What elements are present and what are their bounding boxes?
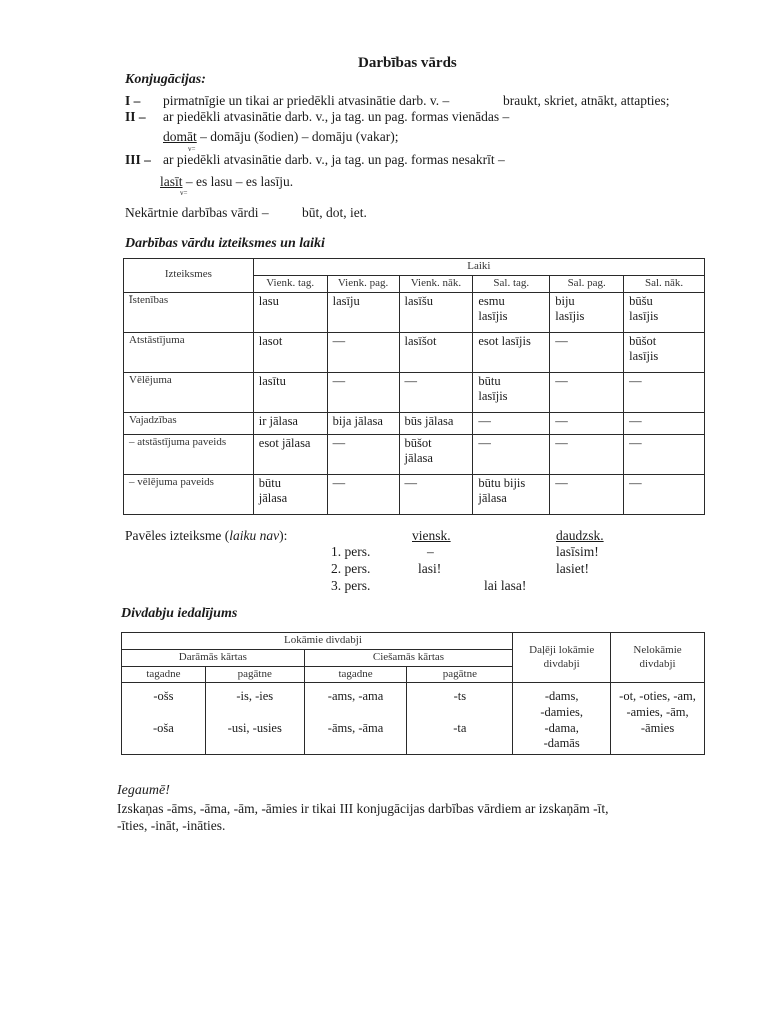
imperative-label-end: ): bbox=[279, 528, 288, 543]
table-cell: būšot jālasa bbox=[399, 434, 473, 474]
active-voice-header: Darāmās kārtas bbox=[122, 649, 305, 666]
conj-i-text: pirmatnīgie un tikai ar priedēkli atvasinātie darb. v. – bbox=[163, 93, 450, 108]
moods-table bbox=[123, 258, 705, 515]
table-cell: bija jālasa bbox=[327, 412, 399, 434]
table-cell: — bbox=[550, 332, 624, 372]
imperative-label bbox=[125, 528, 287, 544]
tense-header: Sal. pag. bbox=[550, 275, 624, 292]
table-cell: — bbox=[550, 434, 624, 474]
person-3: 3. pers. bbox=[331, 578, 371, 593]
table-cell: — bbox=[473, 412, 550, 434]
table-cell: — bbox=[399, 372, 473, 412]
tense-header: Vienk. tag. bbox=[253, 275, 327, 292]
conj-i-number: I – bbox=[125, 93, 141, 108]
note-heading: Iegaumē! bbox=[117, 783, 170, 798]
active-present-forms: -ošs -oša bbox=[122, 683, 206, 755]
table-cell: lasīšot bbox=[399, 332, 473, 372]
table-cell: esmu lasījis bbox=[473, 292, 550, 332]
past-header: pagātne bbox=[407, 666, 513, 683]
table-cell: lasot bbox=[253, 332, 327, 372]
page-title: Darbības vārds bbox=[358, 55, 457, 71]
table-cell: būtu lasījis bbox=[473, 372, 550, 412]
table-row bbox=[124, 412, 705, 434]
table-cell: būšu lasījis bbox=[624, 292, 705, 332]
table-cell: lasīju bbox=[327, 292, 399, 332]
table-cell: esot jālasa bbox=[253, 434, 327, 474]
conj-ii-number: II – bbox=[125, 109, 146, 124]
conj-ii-example bbox=[163, 129, 398, 145]
tense-header: Sal. nāk. bbox=[624, 275, 705, 292]
moods-col-header: Izteiksmes bbox=[124, 259, 254, 293]
participles-heading: Divdabju iedalījums bbox=[121, 606, 238, 621]
imperative-singular-header: viensk. bbox=[412, 528, 451, 543]
passive-past-forms: -ts -ta bbox=[407, 683, 513, 755]
tense-header: Vienk. pag. bbox=[327, 275, 399, 292]
irregular-verbs-list: būt, dot, iet. bbox=[302, 205, 367, 220]
person-3-form: lai lasa! bbox=[484, 578, 527, 593]
mood-label: Īstenības bbox=[124, 292, 254, 332]
imperative-label-italic: laiku nav bbox=[229, 528, 280, 543]
conj-iii-text: ar piedēkli atvasinātie darb. v., ja tag. un pag. formas nesakrīt – bbox=[163, 152, 505, 167]
conj-iii-example bbox=[160, 174, 293, 190]
conj-iii-number: III – bbox=[125, 152, 151, 167]
mood-label: – vēlējuma paveids bbox=[124, 474, 254, 514]
note-line-2: -īties, -ināt, -ināties. bbox=[117, 818, 226, 833]
passive-voice-header: Ciešamās kārtas bbox=[304, 649, 513, 666]
person-2-singular: lasi! bbox=[418, 561, 442, 576]
tenses-col-header: Laiki bbox=[253, 259, 704, 276]
table-row bbox=[124, 434, 705, 474]
conj-ii-example-word: domāt bbox=[163, 129, 197, 144]
mood-label: – atstāstījuma paveids bbox=[124, 434, 254, 474]
person-1-plural: lasīsim! bbox=[556, 544, 599, 559]
tense-header: Sal. tag. bbox=[473, 275, 550, 292]
table-cell: — bbox=[399, 474, 473, 514]
semi-declinable-header: Daļēji lokāmie divdabji bbox=[513, 633, 611, 683]
table-row bbox=[124, 332, 705, 372]
person-2: 2. pers. bbox=[331, 561, 371, 576]
table-row bbox=[124, 372, 705, 412]
table-cell: būšot lasījis bbox=[624, 332, 705, 372]
table-cell: — bbox=[327, 434, 399, 474]
mood-label: Vajadzības bbox=[124, 412, 254, 434]
conj-ii-mark: v= bbox=[188, 145, 196, 153]
table-cell: — bbox=[624, 434, 705, 474]
table-cell: būtu bijis jālasa bbox=[473, 474, 550, 514]
moods-heading: Darbības vārdu izteiksmes un laiki bbox=[125, 236, 325, 251]
table-cell: būtu jālasa bbox=[253, 474, 327, 514]
imperative-label-start: Pavēles izteiksme ( bbox=[125, 528, 230, 543]
conj-iii-example-rest: – es lasu – es lasīju. bbox=[185, 174, 294, 189]
table-cell: esot lasījis bbox=[473, 332, 550, 372]
person-1: 1. pers. bbox=[331, 544, 371, 559]
participles-header-row bbox=[122, 633, 705, 650]
table-cell: ir jālasa bbox=[253, 412, 327, 434]
table-row bbox=[122, 683, 705, 755]
active-past-forms: -is, -ies -usi, -usies bbox=[205, 683, 304, 755]
table-cell: biju lasījis bbox=[550, 292, 624, 332]
declinable-header: Lokāmie divdabji bbox=[122, 633, 513, 650]
indeclinable-forms: -ot, -oties, -am, -amies, -ām, -āmies bbox=[611, 683, 705, 755]
indeclinable-header: Nelokāmie divdabji bbox=[611, 633, 705, 683]
present-header: tagadne bbox=[122, 666, 206, 683]
table-cell: — bbox=[327, 332, 399, 372]
table-cell: — bbox=[624, 412, 705, 434]
conj-iii-mark: v= bbox=[180, 189, 188, 197]
table-cell: — bbox=[550, 474, 624, 514]
table-cell: — bbox=[550, 412, 624, 434]
table-cell: — bbox=[624, 474, 705, 514]
semi-declinable-forms: -dams, -damies, -dama, -damās bbox=[513, 683, 611, 755]
conj-i-examples: braukt, skriet, atnākt, attapties; bbox=[503, 93, 670, 108]
table-cell: — bbox=[550, 372, 624, 412]
mood-label: Atstāstījuma bbox=[124, 332, 254, 372]
present-header: tagadne bbox=[304, 666, 407, 683]
participles-table bbox=[121, 632, 705, 755]
table-cell: — bbox=[624, 372, 705, 412]
person-2-plural: lasiet! bbox=[556, 561, 589, 576]
table-cell: — bbox=[327, 372, 399, 412]
mood-label: Vēlējuma bbox=[124, 372, 254, 412]
table-row bbox=[124, 292, 705, 332]
conjugations-heading: Konjugācijas: bbox=[125, 72, 206, 87]
table-cell: būs jālasa bbox=[399, 412, 473, 434]
table-cell: lasu bbox=[253, 292, 327, 332]
table-cell: — bbox=[327, 474, 399, 514]
conj-ii-text: ar piedēkli atvasinātie darb. v., ja tag. un pag. formas vienādas – bbox=[163, 109, 510, 124]
table-cell: lasītu bbox=[253, 372, 327, 412]
note-line-1: Izskaņas -āms, -āma, -ām, -āmies ir tikai III konjugācijas darbības vārdiem ar izskaņām -īt, bbox=[117, 801, 609, 816]
table-row bbox=[124, 474, 705, 514]
table-cell: lasīšu bbox=[399, 292, 473, 332]
person-1-singular: – bbox=[427, 544, 434, 559]
conj-iii-example-word: lasīt bbox=[160, 174, 183, 189]
conj-ii-example-rest: – domāju (šodien) – domāju (vakar); bbox=[200, 129, 399, 144]
table-cell: — bbox=[473, 434, 550, 474]
imperative-plural-header: daudzsk. bbox=[556, 528, 604, 543]
tense-header: Vienk. nāk. bbox=[399, 275, 473, 292]
irregular-verbs-label: Nekārtnie darbības vārdi – bbox=[125, 205, 269, 220]
passive-present-forms: -ams, -ama -āms, -āma bbox=[304, 683, 407, 755]
past-header: pagātne bbox=[205, 666, 304, 683]
moods-header-row bbox=[124, 259, 705, 276]
